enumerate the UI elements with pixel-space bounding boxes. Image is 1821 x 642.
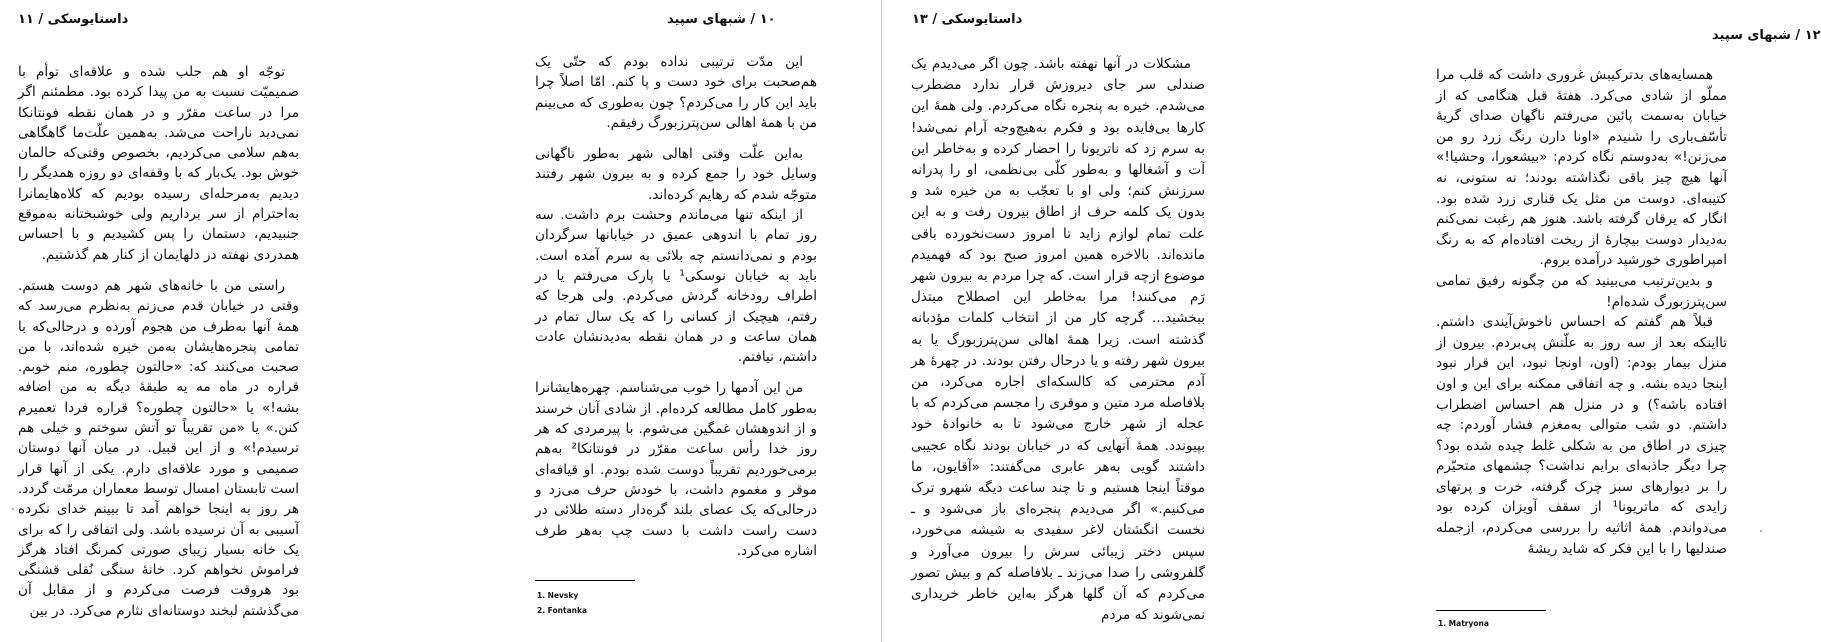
paragraph: توجّه او هم جلب شده و علاقه‌ای توأم با صمیمیّت نسبت به من پیدا کرده بود. مطمئنم اگر مرا در ساعت مقرّر و در همان نقطه فونتانکا نمی‌دید ناراحت می‌شد. به‌همین علّت‌ما گاهگاهی به‌هم سلامی می‌کردیم، بخصوص وقتی‌که حالمان خوش بود. یک‌بار که با وقفه‌ای دو روزه همدیگر را دیدیم به‌مرحله‌ای رسیده بودیم که کلاه‌هایمانرا به‌احترام از سر برداریم ولی خوشبختانه به‌موقع جنبیدیم، دستمان را پس کشیدیم و با احساس همدردی نهفته در دلهایمان از کنار هم گذشتیم. xyxy=(18,64,299,263)
scan-speck xyxy=(1760,530,1762,532)
paragraph: مشکلات در آنها نهفته باشد. چون اگر می‌دیدم یک صندلی سر جای دیروزش قرار ندارد مضطرب می‌شدم. خیره به پنجره نگاه می‌کردم. ولی همهٔ این کارها بی‌فایده بود و فکرم به‌هیچ‌وجه آرام نمی‌شد! به سرم زد که ناتریونا را احضار کرده و به‌خاطر این آت و آشغالها و به‌طور کلّی بی‌نظمی، او را پدرانه سرزنش کنم؛ ولی او با تعجّب به من خیره شد و بدون یک کلمه حرف از اطاق بیرون رفت و به این علت تمام لوازم زاید تا امروز دست‌نخورده باقی مانده‌اند. بالاخره همین امروز صبح بود که فهمیدم موضوع ازچه قرار است. که چرا مردم به بیرون شهر رَم می‌کنند! مرا به‌خاطر این اصطلاح مبتذل ببخشید... گرچه کار من از انتخاب کلمات مؤدبانه گذشته است. زیرا همهٔ اهالی سن‌پترزبورگ یا به بیرون شهر رفته و یا درحال رفتن بودند. در چهرهٔ هر آدم محترمی که کالسکه‌ای اجاره می‌کرد، من بلافاصله مرد متین و موقری را مجسم می‌کردم که با عجله از شهر خارج می‌شود تا به خانوادهٔ خود بپیوندد. همهٔ آنهایی که در خیابان بودند نگاه عجیبی داشتند گویی به‌هر عابری می‌گفتند: «آقایون، ما موقتاً اینجا هستیم و تا چند ساعت دیگه شهرو ترک می‌کنیم.» اگر می‌دیدم پنجره‌ای باز می‌شود و ـ نخست انگشتان لاغر سفیدی به شیشه می‌خورد، سپس دختر زیبائی سرش را بیرون می‌آورد و گلفروشی را صدا می‌زند ـ بلافاصله کم و بیش تصور می‌کردم که آن گلها هرگز به‌این خاطر خریداری نمی‌شوند که مردم xyxy=(911,56,1205,624)
paragraph: راستی من با خانه‌های شهر هم دوست هستم. وقتی در خیابان قدم می‌زنم به‌نظرم می‌رسد که همهٔ آنها به‌طرف من هجوم آورده و درحالی‌که با تمامی پنجره‌هایشان به‌من خیره شده‌اند، با من صحبت می‌کنند که: «حالتون چطوره، منم خوبم. قراره در ماه مه یه طبقهٔ دیگه به من اضافه بشه!» یا «حالتون چطوره؟ قراره فردا تعمیرم کنن.» یا «من تقریباً تو آتش سوختم و خیلی هم ترسیدم!» و از این قبیل. در میان آنها دوستان صمیمی و مورد علاقه‌ای دارم. یکی از آنها قرار است تابستان امسال توسط معماران مرمّت گردد. هر روز به اینجا خواهم آمد تا ببینم خدای نکرده آسیبی به آن نرسیده باشد. ولی اتفاقی را که برای یک خانه بسیار زیبای صورتی کمرنگ افتاد هرگز فراموش نخواهم کرد. خانهٔ سنگی نُقلی قشنگی بود هروقت فرصت می‌کردم و از مقابل آن می‌گذشتم لبخند دوستانه‌ای نثارم می‌کرد. در بین xyxy=(18,277,299,619)
footnotes xyxy=(537,588,587,618)
paragraph: از اینکه تنها می‌ماندم وحشت برم داشت. سه روز تمام با اندوهی عمیق در خیابانها سرگردان بودم و نمی‌دانستم چه بلائی به سرم آمده است. باید به خیابان نوسکی¹ یا پارک می‌رفتم یا در اطراف رودخانه گردش می‌کردم. ولی هرجا که رفتم، هیچیک از کسانی را که یک سال تمام در همان ساعت و در همان نقطه به‌دیدنشان عادت داشتم، نیافتم. xyxy=(535,207,818,366)
footnote-fontanka: 2. Fontanka xyxy=(537,606,588,615)
footnotes xyxy=(1438,616,1489,631)
page-header: داستایوسکی / ۱۳ xyxy=(912,12,1023,27)
page-body xyxy=(535,52,817,561)
page-body xyxy=(911,54,1205,626)
page-13 xyxy=(882,0,1330,642)
page-body xyxy=(18,62,299,621)
paragraph: این مدّت ترتیبی نداده بودم که حتّی یک هم‌صحبت برای خود دست و پا کنم. امّا اصلاً چرا باید این کار را می‌کردم؟ چون به‌طوری که می‌بینم من با همهٔ اهالی سن‌پترزبورگ رفیقم. xyxy=(535,54,817,131)
page-body xyxy=(1436,65,1727,559)
paragraph: همسایه‌های بدترکیبش غروری داشت که قلب مرا مملّو از شادی می‌کرد. هفتهٔ قبل هنگامی که از خیابان به‌سمت پائین می‌رفتم ناگهان صدای گریهٔ تأسّف‌باری را شنیدم «اونا دارن رنگ زرد رو من می‌زنن!» به‌دوستم نگاه کردم: «بیشعورا، وحشیا!» آنها هیچ چیز باقی نگذاشته بودند؛ نه ستونی، نه کتیبه‌ای. دوست من مثل یک قناری زرد شده بود. انگار که یرقان گرفته باشد. هنوز هم رغبت نمی‌کنم به‌دیدار دوست بیچارهٔ از ریخت افتاده‌ام که به رنگ امپراطوری خورشید درآمده بروم. xyxy=(1436,67,1727,269)
footnote-matryona: 1. Matryona xyxy=(1438,619,1489,628)
page-12 xyxy=(1330,0,1821,642)
paragraph: قبلاً هم گفتم که احساس ناخوش‌آیندی داشتم. تااینکه بعد از سه روز به علّتش پی‌بردم. بیرون از منزل بیمار بودم: (اون، اونجا نبود، این قرار نبود اینجا دیده بشه. و چه اتفاقی ممکنه برای این و اون افتاده باشه؟) و در منزل هم احساس اضطراب داشتم. دو شب متوالی به‌مغزم فشار آوردم: چه چیزی در اطاق من به شکلی غلط چیده شده بود؟ چرا دیگر جاذبه‌ای برایم نداشت؟ چشمهای متحیّرم را بر دیوارهای سبز چرک گرفته، خرت و پرتهای زایدی که ماتریونا¹ از سقف آویزان کرده بود می‌دواندم. همهٔ اثاثیه را بررسی می‌کردم، ازجمله صندلیها را با این فکر که شاید ریشهٔ xyxy=(1436,314,1727,557)
scan-speck xyxy=(12,508,14,510)
page-header: ۱۲ / شبهای سپید xyxy=(1712,28,1821,43)
paragraph: به‌این علّت وقتی اهالی شهر به‌طور ناگهانی وسایل خود را جمع کرده و به بیرون شهر رفتند متوجّه شدم که رهایم کرده‌اند. xyxy=(535,146,817,203)
page-header: داستایوسکی / ۱۱ xyxy=(18,12,129,27)
page-11 xyxy=(0,0,440,642)
paragraph: من این آدمها را خوب می‌شناسم. چهره‌هایشانرا به‌طور کامل مطالعه کرده‌ام. از شادی آنان خرسند و از اندوهشان غمگین می‌شوم. با پیرمردی که هر روز خدا رأس ساعت مقرّر در فونتانکا² به‌هم برمی‌خوردیم تقریباً دوست شده بودم. او قیافه‌ای موقر و مغموم داشت، با خودش حرف می‌زد و درحالی‌که یک عصای بلند گره‌دار دسته طلائی در دست راست داشت با دست چپ به‌هر طرف اشاره می‌کرد. xyxy=(535,380,818,559)
footnote-rule xyxy=(1436,610,1546,611)
page-10 xyxy=(440,0,881,642)
paragraph: و بدین‌ترتیب می‌بینید که من چگونه رفیق تمامی سن‌پترزبورگ شده‌ام! xyxy=(1436,272,1727,310)
footnote-rule xyxy=(535,580,635,581)
left-book-spread xyxy=(0,0,881,642)
right-book-spread xyxy=(882,0,1821,642)
page-header: ۱۰ / شبهای سپید xyxy=(667,12,776,27)
footnote-nevsky: 1. Nevsky xyxy=(537,591,579,600)
